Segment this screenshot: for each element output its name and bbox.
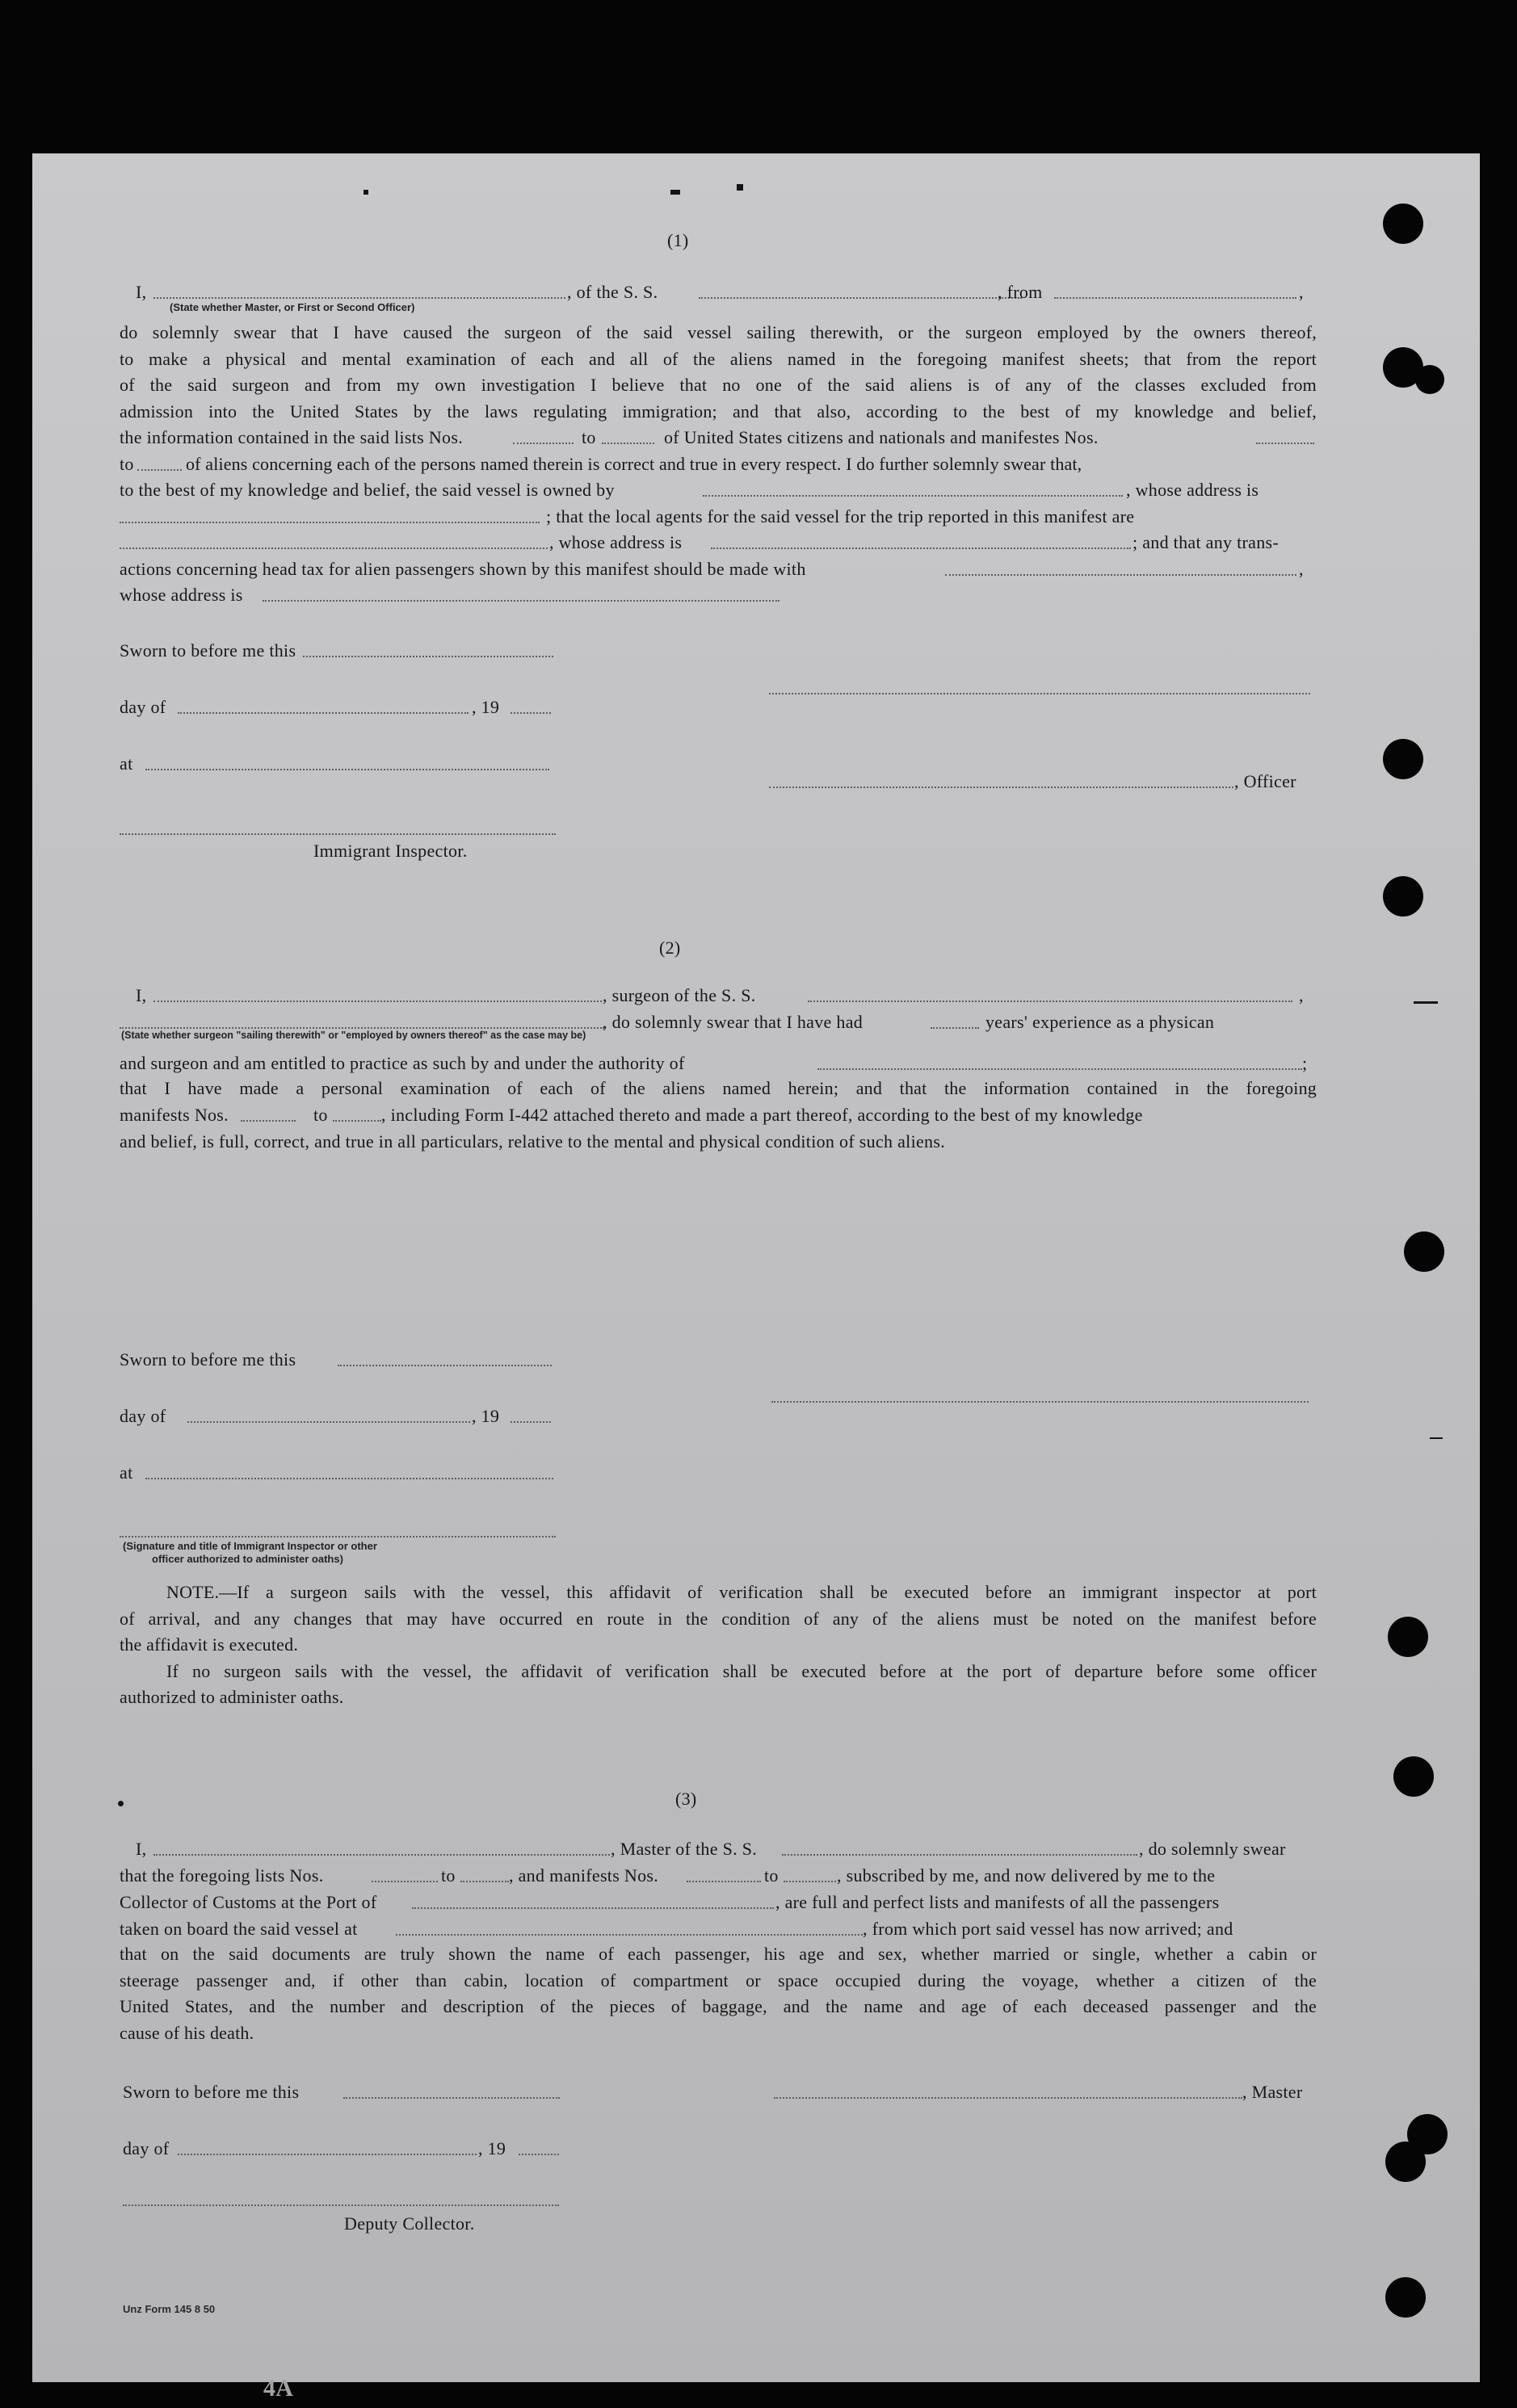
line-end-comma: , [1299, 985, 1304, 1005]
note-line: the affidavit is executed. [120, 1634, 299, 1655]
years-experience-blank[interactable] [931, 1027, 979, 1029]
form-number: Unz Form 145 8 50 [123, 2303, 216, 2315]
paragraph-line: admission into the United States by the laws regulating immigration; and that also, according to the best of my knowledge and belief, [120, 401, 1317, 422]
full-perfect-label: , are full and perfect lists and manifests of all the passengers [775, 1892, 1220, 1912]
binder-hole [1388, 1617, 1428, 1657]
sworn-label: Sworn to before me this [120, 1349, 296, 1370]
years-experience-label: years' experience as a physican [985, 1012, 1215, 1032]
manifests-from-blank[interactable] [1256, 443, 1314, 444]
agent-address-blank[interactable] [711, 547, 1131, 549]
whose-address-label: , whose address is [1126, 480, 1259, 500]
binder-hole [1383, 876, 1423, 917]
faint-stamp: 4A [263, 2375, 294, 2402]
manifests-from-blank[interactable] [687, 1881, 761, 1882]
taken-on-board-label: taken on board the said vessel at [120, 1919, 358, 1939]
month-blank[interactable] [178, 2154, 477, 2155]
aliens-concerning-label: of aliens concerning each of the persons named therein is correct and true in every respect. I do further solemnly swear that, [186, 454, 1082, 474]
lists-from-blank[interactable] [513, 443, 574, 444]
to-label: to [582, 427, 596, 447]
embarkation-port-blank[interactable] [396, 1934, 863, 1936]
place-blank[interactable] [145, 1478, 553, 1479]
do-swear-label: , do solemnly swear that I have had [603, 1012, 864, 1032]
surgeon-status-blank[interactable] [120, 1027, 604, 1029]
lists-nos-label: that the foregoing lists Nos. [120, 1865, 324, 1886]
note-line: of arrival, and any changes that may have occurred en route in the condition of any of the aliens must be noted on the manifest before [120, 1608, 1317, 1629]
officer-note: (State whether Master, or First or Second Officer) [170, 301, 415, 313]
deputy-collector-label: Deputy Collector. [344, 2213, 475, 2234]
paragraph-line: steerage passenger and, if other than cabin, location of compartment or space occupied during the voyage, whether a citizen of the [120, 1970, 1317, 1991]
paragraph-line: of the said surgeon and from my own investigation I believe that no one of the said aliens is of any of the classes excluded from [120, 375, 1317, 395]
subscribed-label: , subscribed by me, and now delivered by me to the [837, 1865, 1216, 1886]
section1-paragraph [120, 320, 1317, 425]
sworn-date-blank[interactable] [343, 2097, 560, 2099]
binder-hole [1404, 1231, 1444, 1272]
year-blank[interactable] [511, 1421, 551, 1423]
note-line: If no surgeon sails with the vessel, the affidavit of verification shall be executed before at the port of departure before some officer [166, 1660, 1317, 1681]
whose-address-label: whose address is [120, 585, 243, 605]
head-tax-party-blank[interactable] [945, 574, 1296, 576]
master-signature-blank[interactable] [774, 2097, 1242, 2099]
sworn-label: Sworn to before me this [120, 640, 296, 661]
port-blank[interactable] [412, 1907, 774, 1909]
vessel-name-blank[interactable] [699, 297, 1022, 299]
manifests-nos-label: manifests Nos. [120, 1105, 229, 1125]
oath-intro: I, [136, 1839, 147, 1859]
day-of-label: day of [120, 697, 166, 717]
day-of-label: day of [120, 1406, 166, 1426]
year-blank[interactable] [511, 712, 551, 714]
ink-mark [1430, 1437, 1443, 1439]
master-of-ss-label: , Master of the S. S. [611, 1839, 758, 1859]
collector-label: Collector of Customs at the Port of [120, 1892, 377, 1912]
whose-address-label: , whose address is [549, 532, 683, 552]
sworn-date-blank[interactable] [303, 656, 553, 657]
collector-signature-blank[interactable] [123, 2205, 559, 2206]
local-agents-blank[interactable] [120, 547, 548, 549]
signature-note: (Signature and title of Immigrant Inspector or other [123, 1540, 377, 1552]
month-blank[interactable] [187, 1421, 470, 1423]
port-arrived-label: , from which port said vessel has now arrived; and [863, 1919, 1233, 1939]
paragraph-line: to make a physical and mental examination of each and all of the aliens named in the foregoing manifest sheets; that from the report [120, 348, 1317, 369]
manifests-nos-label: , and manifests Nos. [509, 1865, 659, 1886]
manifests-from-blank[interactable] [241, 1120, 296, 1122]
semicolon: ; [1302, 1053, 1308, 1073]
ink-mark [670, 190, 680, 195]
inspector-label: Immigrant Inspector. [313, 841, 468, 861]
year-label: , 19 [478, 2138, 506, 2158]
form-i442-label: , including Form I-442 attached thereto and made a part thereof, according to the best of my knowledge [381, 1105, 1143, 1125]
officer-name-blank[interactable] [153, 297, 565, 299]
local-agents-label: ; that the local agents for the said vessel for the trip reported in this manifest are [546, 506, 1135, 526]
to-label: to [441, 1865, 456, 1886]
surgeon-name-blank[interactable] [153, 1001, 602, 1002]
officer-signature-blank[interactable] [769, 693, 1310, 694]
binder-hole [1415, 365, 1444, 394]
sworn-label: Sworn to before me this [123, 2082, 300, 2102]
practice-label: and surgeon and am entitled to practice as such by and under the authority of [120, 1053, 685, 1073]
binder-hole [1393, 1756, 1434, 1797]
paragraph-line: that I have made a personal examination of each of the aliens named herein; and that the information contained in the foregoing [120, 1078, 1317, 1098]
owner-address-blank[interactable] [120, 522, 540, 523]
from-label: , from [998, 282, 1043, 302]
master-label: , Master [1242, 2082, 1303, 2102]
owned-by-label: to the best of my knowledge and belief, the said vessel is owned by [120, 480, 615, 500]
paragraph-line: that on the said documents are truly shown the name of each passenger, his age and sex, whether married or single, whether a cabin or [120, 1944, 1317, 1964]
authority-blank[interactable] [817, 1068, 1302, 1070]
inspector-signature-blank[interactable] [120, 1536, 556, 1538]
surgeon-note: (State whether surgeon "sailing therewith" or "employed by owners thereof" as the case may be) [121, 1030, 586, 1041]
day-of-label: day of [123, 2138, 170, 2158]
sworn-date-blank[interactable] [338, 1365, 552, 1366]
lists-from-blank[interactable] [372, 1881, 438, 1882]
officer-label: , Officer [1234, 771, 1296, 791]
manifest-affidavit-page [32, 153, 1480, 2402]
year-label: , 19 [472, 697, 500, 717]
month-blank[interactable] [178, 712, 469, 714]
surgeon-signature-blank[interactable] [771, 1401, 1309, 1403]
inspector-signature-blank[interactable] [120, 833, 556, 835]
note-line: NOTE.—If a surgeon sails with the vessel, this affidavit of verification shall be executed before an immigrant inspector at port [166, 1582, 1317, 1602]
lists-nos-label: the information contained in the said lists Nos. [120, 427, 463, 447]
section-number: (2) [659, 938, 681, 958]
head-tax-address-blank[interactable] [263, 600, 780, 602]
binder-hole [1383, 739, 1423, 779]
manifests-to-blank[interactable] [784, 1881, 836, 1882]
officer-title-blank[interactable] [769, 787, 1233, 788]
year-label: , 19 [472, 1406, 500, 1426]
do-swear-label: , do solemnly swear [1139, 1839, 1286, 1859]
line-end-comma: , [1299, 282, 1304, 302]
departure-port-blank[interactable] [1054, 297, 1296, 299]
paragraph-line: cause of his death. [120, 2022, 254, 2043]
section-number: (3) [675, 1789, 697, 1809]
section3-paragraph [120, 1941, 1317, 2046]
at-label: at [120, 753, 133, 774]
lists-to-blank[interactable] [460, 1881, 509, 1882]
to-label: to [120, 454, 134, 474]
paragraph-line: and belief, is full, correct, and true in all particulars, relative to the mental and physical condition of such aliens. [120, 1131, 946, 1152]
head-tax-label: actions concerning head tax for alien passengers shown by this manifest should be made with [120, 559, 806, 579]
to-label: to [313, 1105, 328, 1125]
oath-intro: I, [136, 985, 147, 1005]
binder-hole [1383, 203, 1423, 244]
paragraph-line: United States, and the number and description of the pieces of baggage, and the name and age of each deceased passenger and the [120, 1996, 1317, 2016]
citizens-label: of United States citizens and nationals and manifestes Nos. [664, 427, 1099, 447]
note-line: authorized to administer oaths. [120, 1687, 344, 1707]
ink-mark [737, 184, 743, 191]
at-label: at [120, 1462, 133, 1483]
surgeon-of-ss-label: , surgeon of the S. S. [603, 985, 756, 1005]
place-blank[interactable] [145, 769, 549, 770]
ink-mark [118, 1801, 124, 1806]
ink-mark [363, 190, 368, 195]
paragraph-line: do solemnly swear that I have caused the surgeon of the said vessel sailing therewith, or the surgeon employed by the owners thereof, [120, 322, 1317, 342]
ink-mark [1414, 1001, 1438, 1004]
of-the-ss-label: , of the S. S. [567, 282, 658, 302]
transactions-label: ; and that any trans- [1132, 532, 1280, 552]
vessel-name-blank[interactable] [808, 1001, 1292, 1002]
section2-paragraph [120, 1076, 1317, 1102]
manifests-to-blank[interactable] [137, 469, 182, 471]
manifests-to-blank[interactable] [333, 1120, 381, 1122]
to-label: to [764, 1865, 779, 1886]
owner-blank[interactable] [703, 495, 1123, 497]
master-name-blank[interactable] [153, 1854, 610, 1856]
year-blank[interactable] [519, 2154, 559, 2155]
section-number: (1) [667, 230, 689, 250]
oath-intro: I, [136, 282, 147, 302]
line-end-comma: , [1299, 559, 1304, 579]
binder-hole [1385, 2277, 1426, 2318]
note-paragraph [120, 1579, 1317, 1711]
signature-note: officer authorized to administer oaths) [152, 1553, 343, 1565]
lists-to-blank[interactable] [602, 443, 654, 444]
vessel-name-blank[interactable] [782, 1854, 1137, 1856]
binder-hole [1385, 2142, 1426, 2182]
